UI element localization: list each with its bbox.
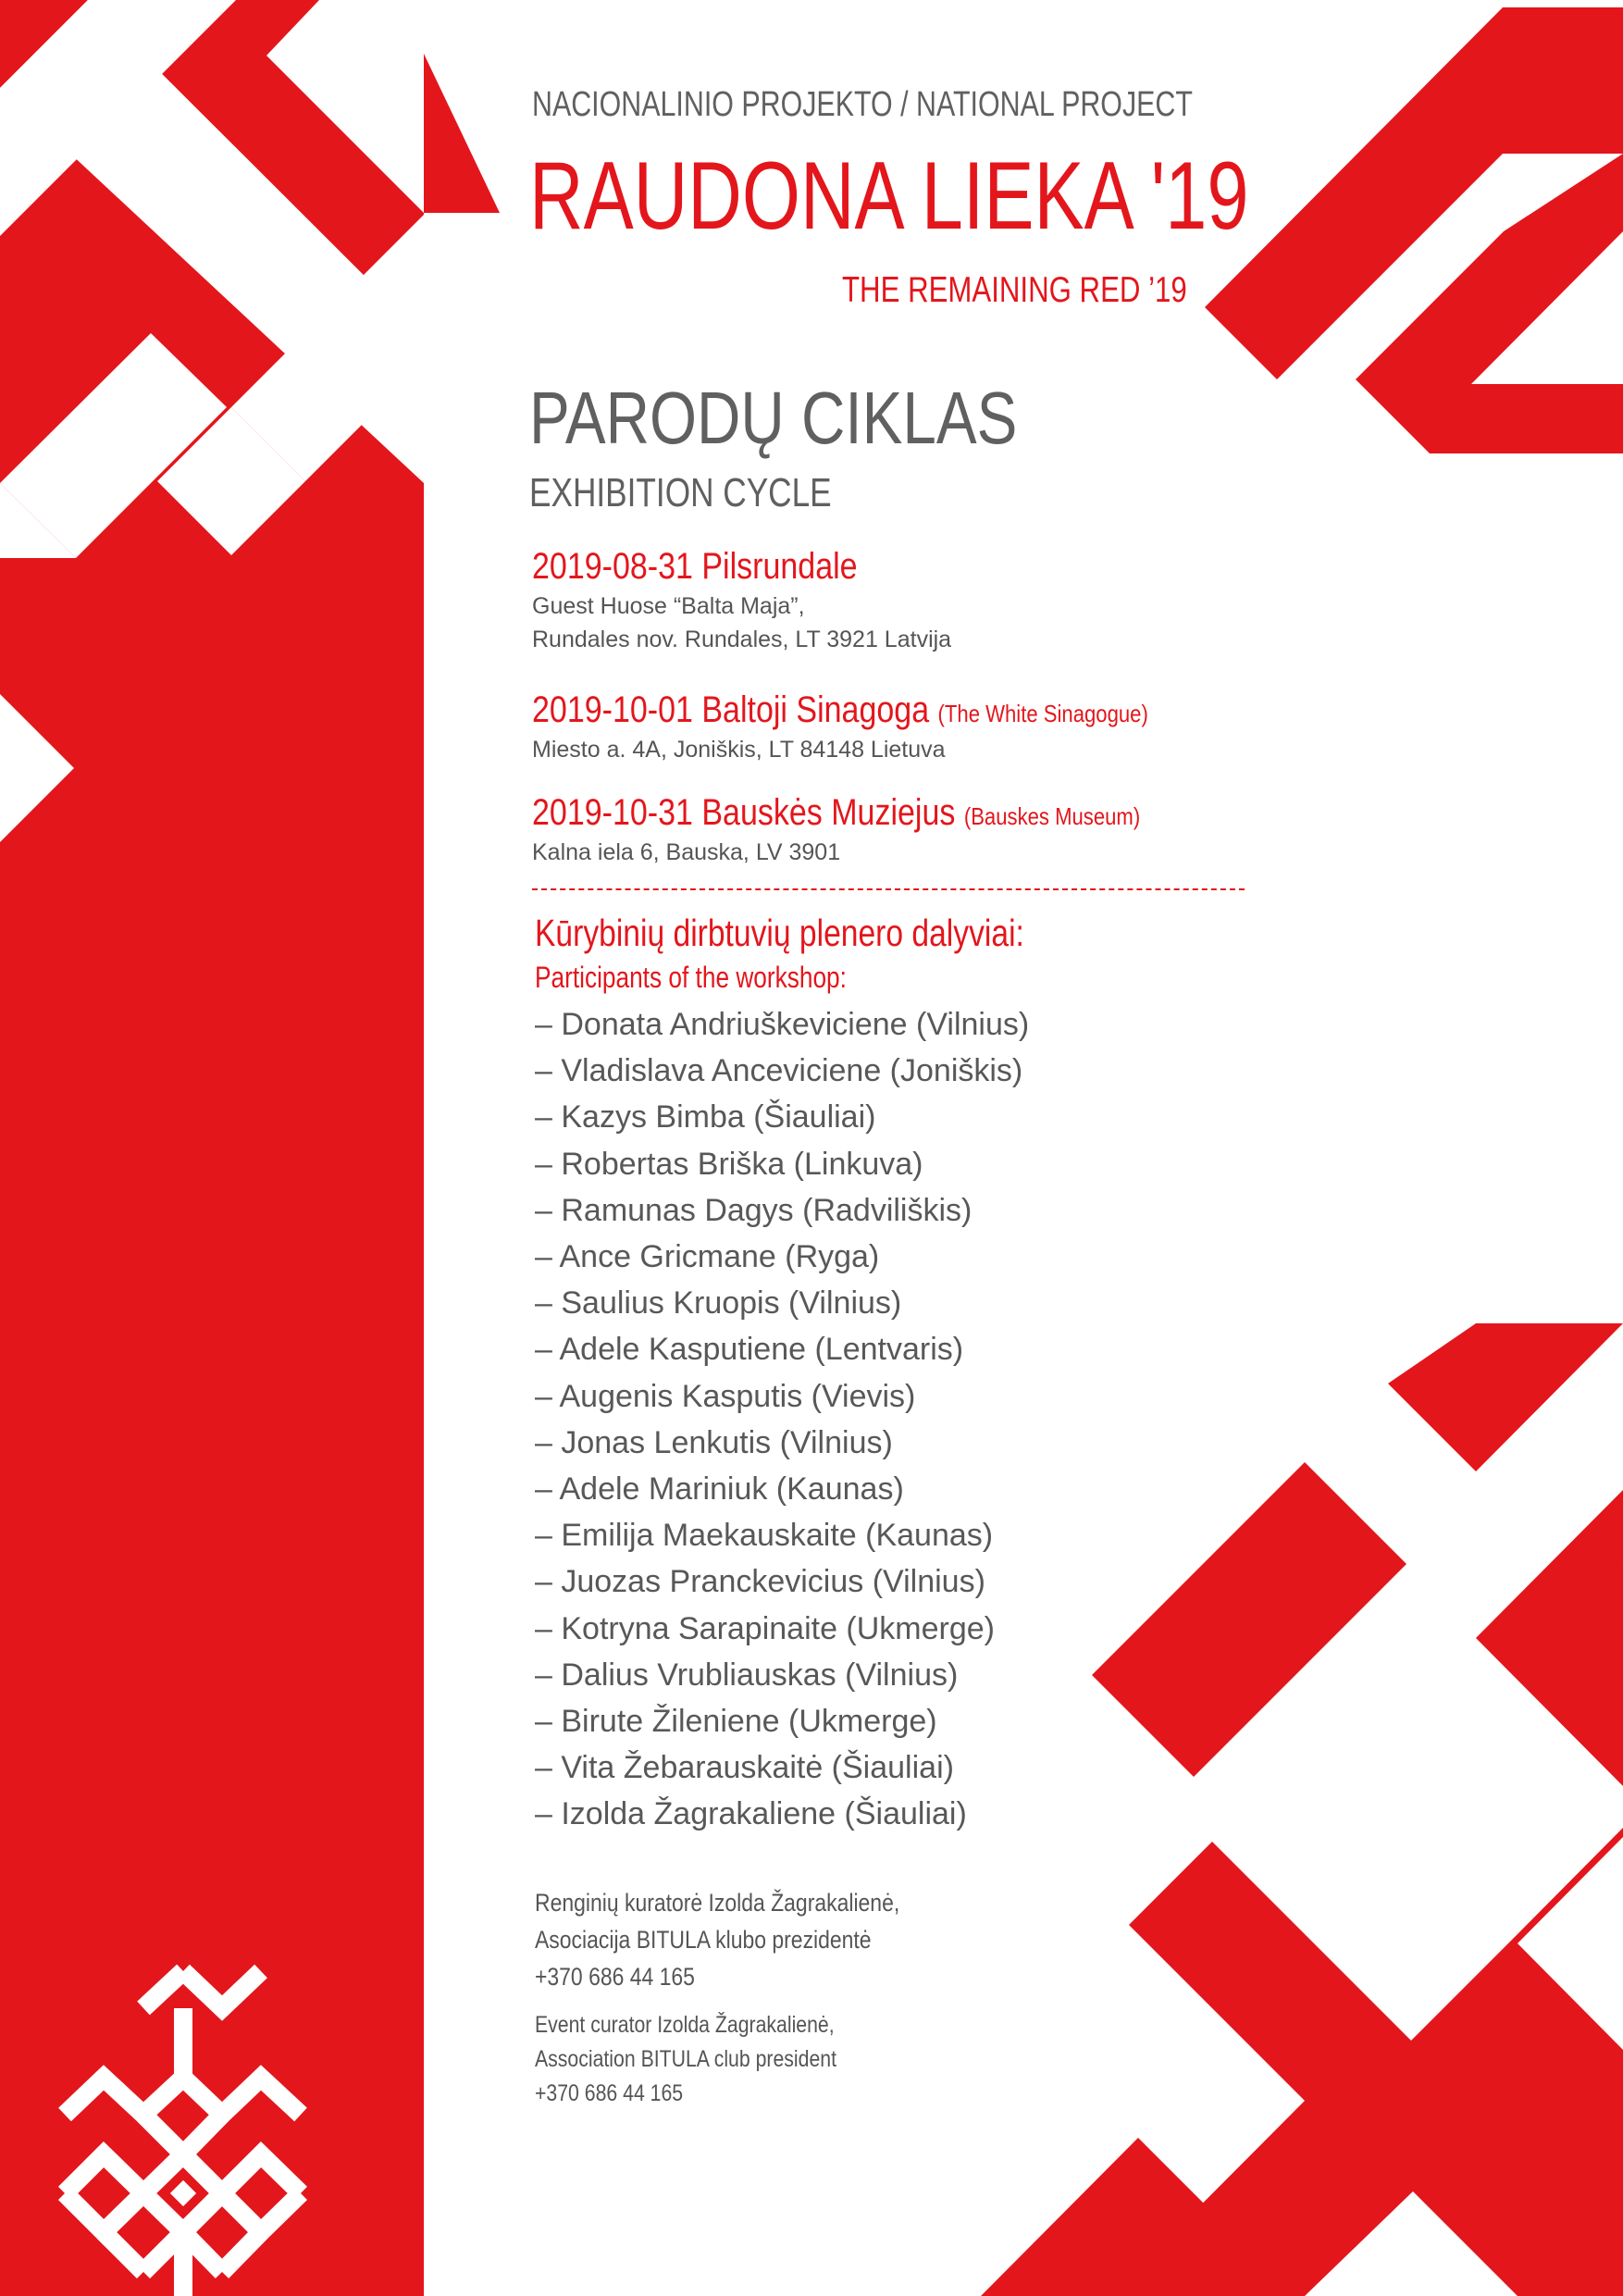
participant-item: – Birute Žileniene (Ukmerge) — [535, 1704, 937, 1740]
exhibition-address: Miesto a. 4A, Joniškis, LT 84148 Lietuva — [532, 737, 946, 763]
credit-line: +370 686 44 165 — [535, 2080, 684, 2106]
exhibition-address: Rundales nov. Rundales, LT 3921 Latvija — [532, 627, 952, 652]
participant-item: – Adele Kasputiene (Lentvaris) — [535, 1332, 964, 1368]
participant-item: – Ance Gricmane (Ryga) — [535, 1239, 880, 1275]
header-line: NACIONALINIO PROJEKTO / NATIONAL PROJECT — [532, 85, 1193, 124]
exhibition-title: 2019-10-31 Bauskės Muziejus (Bauskes Museum) — [532, 792, 1141, 833]
dashed-divider — [532, 888, 1245, 890]
participant-item: – Dalius Vrubliauskas (Vilnius) — [535, 1657, 959, 1693]
participant-item: – Juozas Pranckevicius (Vilnius) — [535, 1564, 985, 1600]
participant-item: – Vladislava Anceviciene (Joniškis) — [535, 1053, 1023, 1089]
participant-item: – Augenis Kasputis (Vievis) — [535, 1378, 916, 1414]
exhibition-1 — [532, 546, 951, 656]
participant-item: – Vita Žebarauskaitė (Šiauliai) — [535, 1750, 954, 1786]
participant-item: – Robertas Briška (Linkuva) — [535, 1146, 923, 1182]
participant-item: – Emilija Maekauskaite (Kaunas) — [535, 1518, 994, 1554]
credit-line: Asociacija BITULA klubo prezidentė — [535, 1926, 872, 1954]
exhibition-title: 2019-08-31 Pilsrundale — [532, 546, 858, 587]
cycle-title: PARODŲ CIKLAS — [529, 377, 1018, 459]
participant-item: – Jonas Lenkutis (Vilnius) — [535, 1424, 893, 1460]
credit-line: Association BITULA club president — [535, 2046, 837, 2072]
cycle-subtitle: EXHIBITION CYCLE — [529, 470, 832, 515]
workshop-title: Kūrybinių dirbtuvių plenero dalyviai: — [535, 912, 1024, 954]
participant-item: – Kotryna Sarapinaite (Ukmerge) — [535, 1610, 996, 1646]
participants-list — [535, 1001, 1029, 1838]
credits-en — [535, 2008, 836, 2111]
participant-item: – Saulius Kruopis (Vilnius) — [535, 1285, 902, 1322]
participant-item: – Izolda Žagrakaliene (Šiauliai) — [535, 1796, 967, 1832]
exhibition-3 — [532, 792, 1247, 869]
credit-line: Event curator Izolda Žagrakalienė, — [535, 2012, 835, 2038]
participant-item: – Ramunas Dagys (Radviliškis) — [535, 1192, 973, 1228]
participant-item: – Kazys Bimba (Šiauliai) — [535, 1099, 876, 1136]
exhibition-note: (The White Sinagogue) — [937, 700, 1148, 727]
participant-item: – Donata Andriuškeviciene (Vilnius) — [535, 1007, 1030, 1042]
exhibition-address: Kalna iela 6, Bauska, LV 3901 — [532, 839, 841, 865]
exhibition-note: (Bauskes Museum) — [963, 802, 1141, 830]
credit-line: +370 686 44 165 — [535, 1963, 695, 1991]
main-title: RAUDONA LIEKA '19 — [529, 143, 1249, 250]
exhibition-address: Guest Huose “Balta Maja”, — [532, 593, 805, 619]
credits-lt — [535, 1884, 899, 1995]
red-top-triangle — [424, 54, 500, 213]
workshop-subtitle: Participants of the workshop: — [535, 961, 847, 994]
sub-title: THE REMAINING RED ’19 — [842, 270, 1187, 310]
credit-line: Renginių kuratorė Izolda Žagrakalienė, — [535, 1889, 900, 1917]
exhibition-title: 2019-10-01 Baltoji Sinagoga (The White Sinagogue) — [532, 689, 1148, 730]
exhibition-2 — [532, 689, 1257, 766]
participant-item: – Adele Mariniuk (Kaunas) — [535, 1471, 904, 1508]
